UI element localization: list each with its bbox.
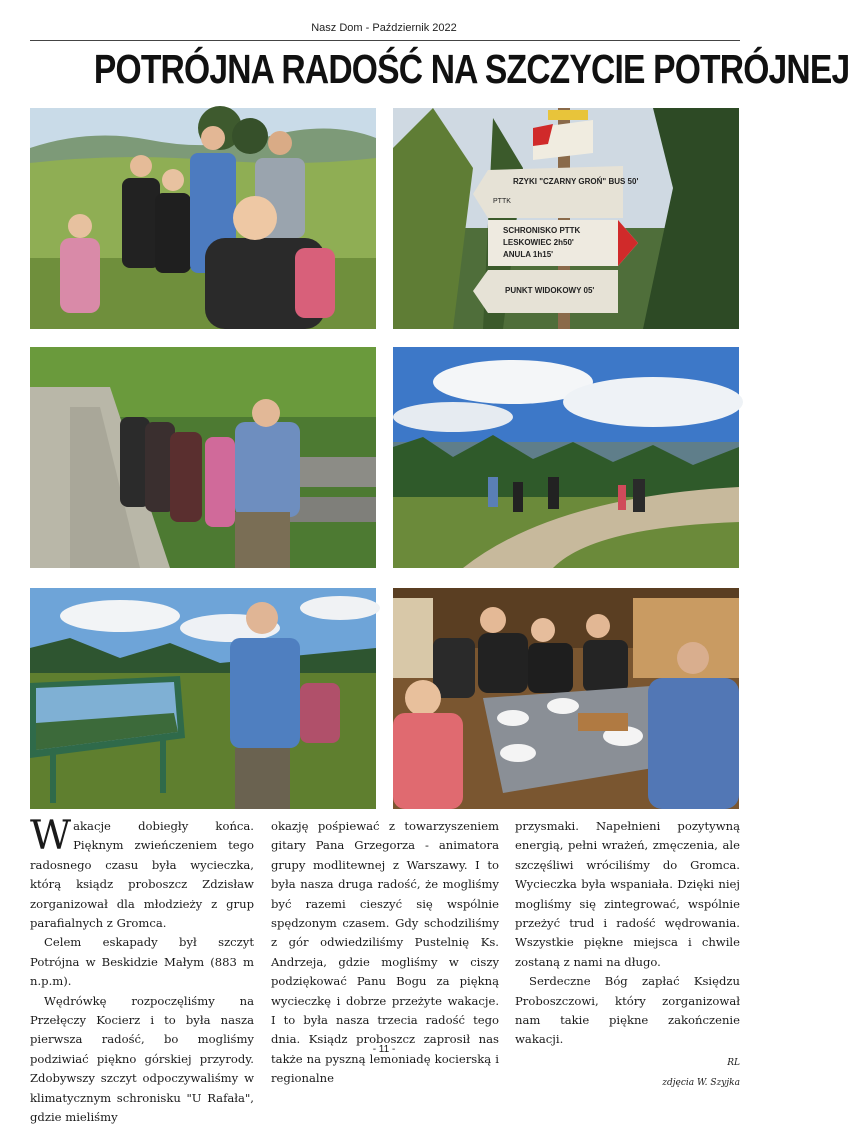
paragraph-intro: akacje dobiegły końca. Pięknym zwieńczeniem tego radosnego czasu była wycieczka, którą ksiądz proboszcz Zdzisław zorganizował dla młodzieży z grup parafialnych z Gromca. xyxy=(30,819,254,931)
page-number: - 11 - xyxy=(372,1044,396,1055)
sign-text-anula: ANULA 1h15' xyxy=(503,250,554,259)
paragraph-hike-start: Wędrówkę rozpoczęliśmy na Przełęczy Kocierz i to była nasza pierwsza radość, bo mogliśmy podziwiać piękno górskiej przyrody. Zdobywszy szczyt odpoczywaliśmy w klimatycznym schronisku "U Rafała", gdzie mieliśmy xyxy=(30,993,254,1125)
photo-group-meadow xyxy=(30,108,376,329)
photo-info-board xyxy=(30,588,376,809)
photo-credit: zdjęcia W. Szyjka xyxy=(662,1077,740,1088)
sign-text-leskowiec: LESKOWIEC 2h50' xyxy=(503,238,574,247)
paragraph-goal: Celem eskapady był szczyt Potrójna w Beskidzie Małym (883 m n.p.m). xyxy=(30,935,254,989)
paragraph-continuation: okazję pośpiewać z towarzyszeniem gitary Pana Grzegorza - animatora grupy modlitewnej z Warszawy. I to była nasza druga radość, że mogliśmy być razemi cieszyć się wspólnie spędzonym czasem. Gdy schodziliśmy z gór odwiedziliśmy Pustelnię Ks. Andrzeja, gdzie mogliśmy w ciszy podziękować Panu Bogu za piękną wycieczkę i dobrze przeżyte wakacje. I to była nasza trzecia radość tego dnia. Ksiądz proboszcz zaprosił nas także na pyszną lemoniadę kocierską i regionalne xyxy=(271,819,499,1086)
sign-text-punkt: PUNKT WIDOKOWY 05' xyxy=(505,286,595,295)
photo-group-bench xyxy=(30,347,376,568)
paragraph-thanks: Serdeczne Bóg zapłać Księdzu Proboszczowi, który zorganizował nam takie piękne zakończenie wakacji. xyxy=(515,974,740,1047)
header-rule xyxy=(30,40,740,41)
article-title: POTRÓJNA RADOŚĆ NA SZCZYCIE POTRÓJNEJ xyxy=(93,46,849,92)
paragraph-return: przysmaki. Napełnieni pozytywną energią, pełni wrażeń, zmęczenia, ale szczęśliwi wróciliśmy do Gromca. Wycieczka była wspaniała. Dzięki niej mogliśmy się zintegrować, wspólnie przeżyć trud i radość wędrowania. Wszystkie piękne miejsca i chwile zostaną z nami na długo. xyxy=(515,819,740,969)
photo-trail-hike xyxy=(393,347,739,568)
sign-text-pttk: PTTK xyxy=(493,198,511,205)
article-column-1 xyxy=(30,813,254,1128)
author-signature: RL xyxy=(727,1057,740,1068)
photo-meal-table xyxy=(393,588,739,809)
drop-cap: W xyxy=(30,813,72,859)
sign-text-schronisko: SCHRONISKO PTTK xyxy=(503,226,581,235)
photo-trail-signs xyxy=(393,108,739,329)
sign-text-rzyki: RZYKI "CZARNY GROŃ" BUS 50' xyxy=(513,177,639,186)
page-header: Nasz Dom - Październik 2022 xyxy=(311,22,457,34)
